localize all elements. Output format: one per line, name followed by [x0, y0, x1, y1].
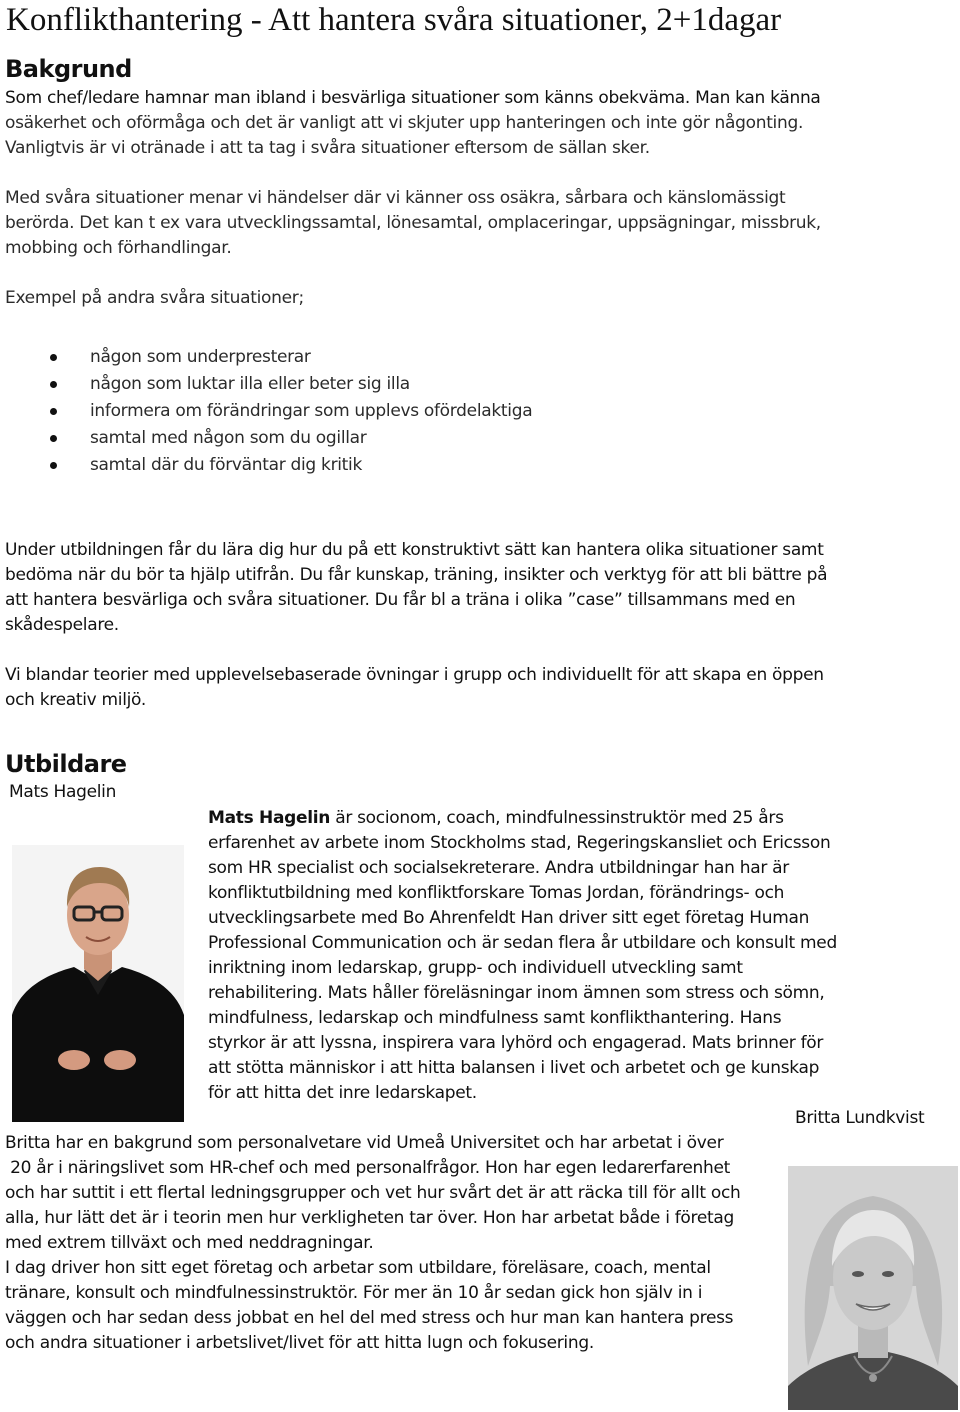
- mats-name: Mats Hagelin: [208, 808, 331, 828]
- text-line: rehabilitering. Mats håller föreläsningar inom ämnen som stress och sömn,: [208, 983, 825, 1003]
- text-line: Med svåra situationer menar vi händelser där vi känner oss osäkra, sårbara och känslomässigt: [5, 188, 786, 208]
- bullet-icon: [50, 462, 57, 469]
- background-paragraph-3: [5, 538, 827, 638]
- text-line: erfarenhet av arbete inom Stockholms stad, Regeringskansliet och Ericsson: [208, 833, 831, 853]
- britta-bio: [5, 1131, 795, 1356]
- text-line: Som chef/ledare hamnar man ibland i besvärliga situationer som känns obekväma. Man kan känna: [5, 88, 821, 108]
- text-line: och kreativ miljö.: [5, 690, 146, 710]
- bullet-icon: [50, 408, 57, 415]
- text-line: inriktning inom ledarskap, grupp- och individuell utveckling samt: [208, 958, 743, 978]
- background-paragraph-4: [5, 663, 824, 713]
- background-heading: Bakgrund: [5, 55, 132, 83]
- text-line: skådespelare.: [5, 615, 119, 635]
- bullet-icon: [50, 435, 57, 442]
- britta-lundkvist-photo: [788, 1166, 958, 1410]
- mats-bio: [208, 806, 878, 1106]
- examples-list: [50, 344, 532, 479]
- list-item: samtal med någon som du ogillar: [50, 425, 532, 452]
- bullet-icon: [50, 381, 57, 388]
- text-line: alla, hur lätt det är i teorin men hur verkligheten tar över. Hon har arbetat både i företag: [5, 1208, 734, 1228]
- text-line: Vanligtvis är vi otränade i att ta tag i svåra situationer eftersom de sällan sker.: [5, 138, 650, 158]
- text-line: som HR specialist och socialsekreterare. Andra utbildningar han har är: [208, 858, 789, 878]
- trainers-heading: Utbildare: [5, 750, 127, 778]
- text-line: och har suttit i ett flertal ledningsgrupper och vet hur svårt det är att räcka till för allt och: [5, 1183, 741, 1203]
- text-line: med extrem tillväxt och med neddragningar.: [5, 1233, 374, 1253]
- bullet-icon: [50, 354, 57, 361]
- text-line: att hantera besvärliga och svåra situationer. Du får bl a träna i olika ”case” tillsammans med en: [5, 590, 796, 610]
- text-line: Britta har en bakgrund som personalvetare vid Umeå Universitet och har arbetat i över: [5, 1133, 724, 1153]
- background-paragraph-1: [5, 86, 821, 161]
- text-line: tränare, konsult och mindfulnessinstruktör. För mer än 10 år sedan gick hon själv in i: [5, 1283, 703, 1303]
- text-line: för att hitta det inre ledarskapet.: [208, 1083, 477, 1103]
- text-line: Vi blandar teorier med upplevelsebaserade övningar i grupp och individuellt för att skapa en öppen: [5, 665, 824, 685]
- britta-caption: Britta Lundkvist: [795, 1108, 925, 1128]
- text-line: väggen och har sedan dess jobbat en hel del med stress och hur man kan hantera press: [5, 1308, 734, 1328]
- text-line: I dag driver hon sitt eget företag och arbetar som utbildare, föreläsare, coach, mental: [5, 1258, 711, 1278]
- text-line: berörda. Det kan t ex vara utvecklingssamtal, lönesamtal, omplaceringar, uppsägningar, missbruk,: [5, 213, 821, 233]
- text-line: mobbing och förhandlingar.: [5, 238, 232, 258]
- text-line: styrkor är att lyssna, inspirera vara lyhörd och engagerad. Mats brinner för: [208, 1033, 824, 1053]
- text-line: konfliktutbildning med konfliktforskare Tomas Jordan, förändrings- och: [208, 883, 785, 903]
- text-line: 20 år i näringslivet som HR-chef och med personalfrågor. Hon har egen ledarerfarenhet: [5, 1158, 730, 1178]
- list-item: samtal där du förväntar dig kritik: [50, 452, 532, 479]
- document-title: Konflikthantering - Att hantera svåra situationer, 2+1dagar: [6, 2, 782, 38]
- text-line: att stötta människor i att hitta balansen i livet och arbetet och ge kunskap: [208, 1058, 820, 1078]
- text-line: Under utbildningen får du lära dig hur du på ett konstruktivt sätt kan hantera olika situationer samt: [5, 540, 824, 560]
- background-paragraph-2: [5, 186, 821, 261]
- text-line: bedöma när du bör ta hjälp utifrån. Du får kunskap, träning, insikter och verktyg för att bli bättre på: [5, 565, 828, 585]
- portrait-icon: [12, 845, 184, 1122]
- text-line: och andra situationer i arbetslivet/livet för att hitta lugn och fokusering.: [5, 1333, 594, 1353]
- text-line: Professional Communication och är sedan flera år utbildare och konsult med: [208, 933, 837, 953]
- portrait-icon: [788, 1166, 958, 1410]
- text-line: osäkerhet och oförmåga och det är vanligt att vi skjuter upp hanteringen och inte gör någonting.: [5, 113, 804, 133]
- text-line: är socionom, coach, mindfulnessinstruktör med 25 års: [330, 808, 784, 828]
- list-item: någon som luktar illa eller beter sig illa: [50, 371, 532, 398]
- mats-caption: Mats Hagelin: [9, 782, 117, 802]
- mats-hagelin-photo: [12, 845, 184, 1122]
- list-item: informera om förändringar som upplevs ofördelaktiga: [50, 398, 532, 425]
- text-line: utvecklingsarbete med Bo Ahrenfeldt Han driver sitt eget företag Human: [208, 908, 810, 928]
- list-item: någon som underpresterar: [50, 344, 532, 371]
- examples-intro: Exempel på andra svåra situationer;: [5, 288, 304, 308]
- text-line: mindfulness, ledarskap och mindfulness samt konflikthantering. Hans: [208, 1008, 782, 1028]
